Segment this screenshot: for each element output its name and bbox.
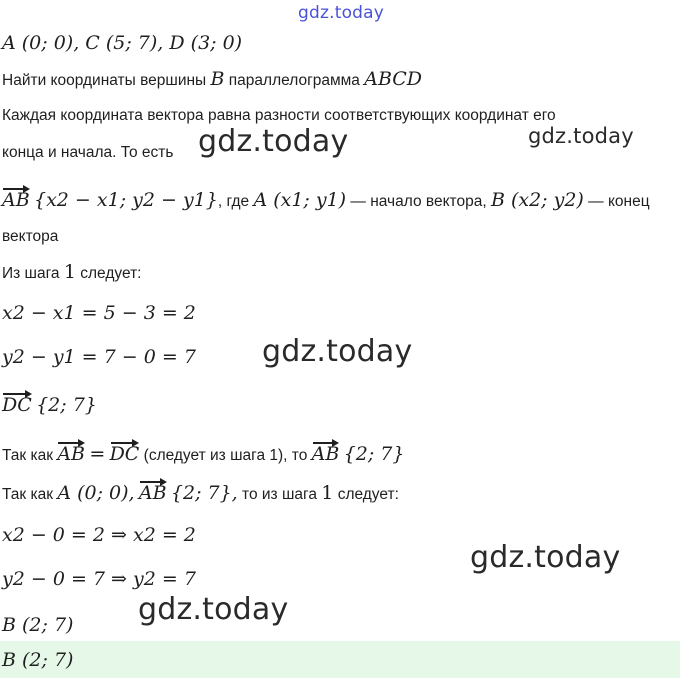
end-text: — конец <box>588 193 650 210</box>
answer-box <box>0 641 680 678</box>
given-points-math: A (0; 0), C (5; 7), D (3; 0) <box>2 32 243 54</box>
vector-definition <box>2 187 650 211</box>
step-number: 1 <box>63 261 76 283</box>
watermark: gdz.today <box>470 540 621 575</box>
vector-ab-2: AB <box>138 482 167 504</box>
watermark: gdz.today <box>138 592 289 627</box>
vector-ab-2-coords: {2; 7}, <box>170 482 238 504</box>
watermark: gdz.today <box>198 124 349 159</box>
point-a-general: A (x1; y1) <box>253 189 347 211</box>
step-reference-1 <box>2 261 141 283</box>
vector-dc-eq: DC <box>109 443 140 465</box>
vector-ab-result: AB <box>311 443 340 465</box>
given-points <box>2 32 242 54</box>
step-follows: следует: <box>80 265 142 282</box>
start-text: — начало вектора, <box>350 193 487 210</box>
equation-y2 <box>2 568 196 590</box>
watermark: gdz.today <box>528 124 634 148</box>
point-a: A (0; 0), <box>57 482 135 504</box>
equation-x-diff-math: x2 − x1 = 5 − 3 = 2 <box>2 302 196 324</box>
vector-ab-result-coords: {2; 7} <box>343 443 405 465</box>
point-b-general: B (x2; y2) <box>490 189 584 211</box>
equation-y-diff <box>2 346 196 368</box>
step-number-2: 1 <box>321 482 334 504</box>
task-text: Найти координаты вершины <box>2 72 207 89</box>
vector-ab-eq: AB <box>57 443 86 465</box>
result-point <box>2 614 73 636</box>
where-text: , где <box>217 193 250 210</box>
result-point-math: B (2; 7) <box>2 614 74 636</box>
vector-ab: AB <box>2 189 30 211</box>
follows-text: (следует из шага 1), то <box>143 447 308 464</box>
answer-line <box>2 649 73 671</box>
task-parallelogram: ABCD <box>364 68 423 90</box>
equality-statement <box>2 441 404 465</box>
vector-word: вектора <box>2 228 59 245</box>
equation-y-diff-math: y2 − y1 = 7 − 0 = 7 <box>2 346 196 368</box>
vector-dc-coords: {2; 7} <box>36 394 97 416</box>
given-a-statement <box>2 480 399 504</box>
watermark-top: gdz.today <box>298 3 385 23</box>
explanation-line-1: Каждая координата вектора равна разности соответствующих координат его <box>2 107 556 124</box>
task-text-2: параллелограмма <box>228 72 360 89</box>
explanation-line-2: конца и начала. То есть <box>2 144 174 161</box>
step-text-2: то из шага <box>242 486 317 503</box>
watermark: gdz.today <box>262 334 413 369</box>
vector-dc: DC <box>2 394 32 416</box>
vector-ab-coords: {x2 − x1; y2 − y1} <box>34 189 218 211</box>
equation-x2 <box>2 524 196 546</box>
step-follows-2: следует: <box>337 486 399 503</box>
equals-sign: = <box>89 443 106 465</box>
task-statement <box>2 68 422 90</box>
equation-y2-math: y2 − 0 = 7 ⇒ y2 = 7 <box>2 568 196 590</box>
task-vertex: B <box>210 68 225 90</box>
vector-dc-line <box>2 392 97 416</box>
step-text: Из шага <box>2 265 60 282</box>
since-text: Так как <box>2 447 54 464</box>
equation-x2-math: x2 − 0 = 2 ⇒ x2 = 2 <box>2 524 196 546</box>
answer-value: B (2; 7) <box>2 649 74 671</box>
since-text-2: Так как <box>2 486 54 503</box>
equation-x-diff <box>2 302 196 324</box>
